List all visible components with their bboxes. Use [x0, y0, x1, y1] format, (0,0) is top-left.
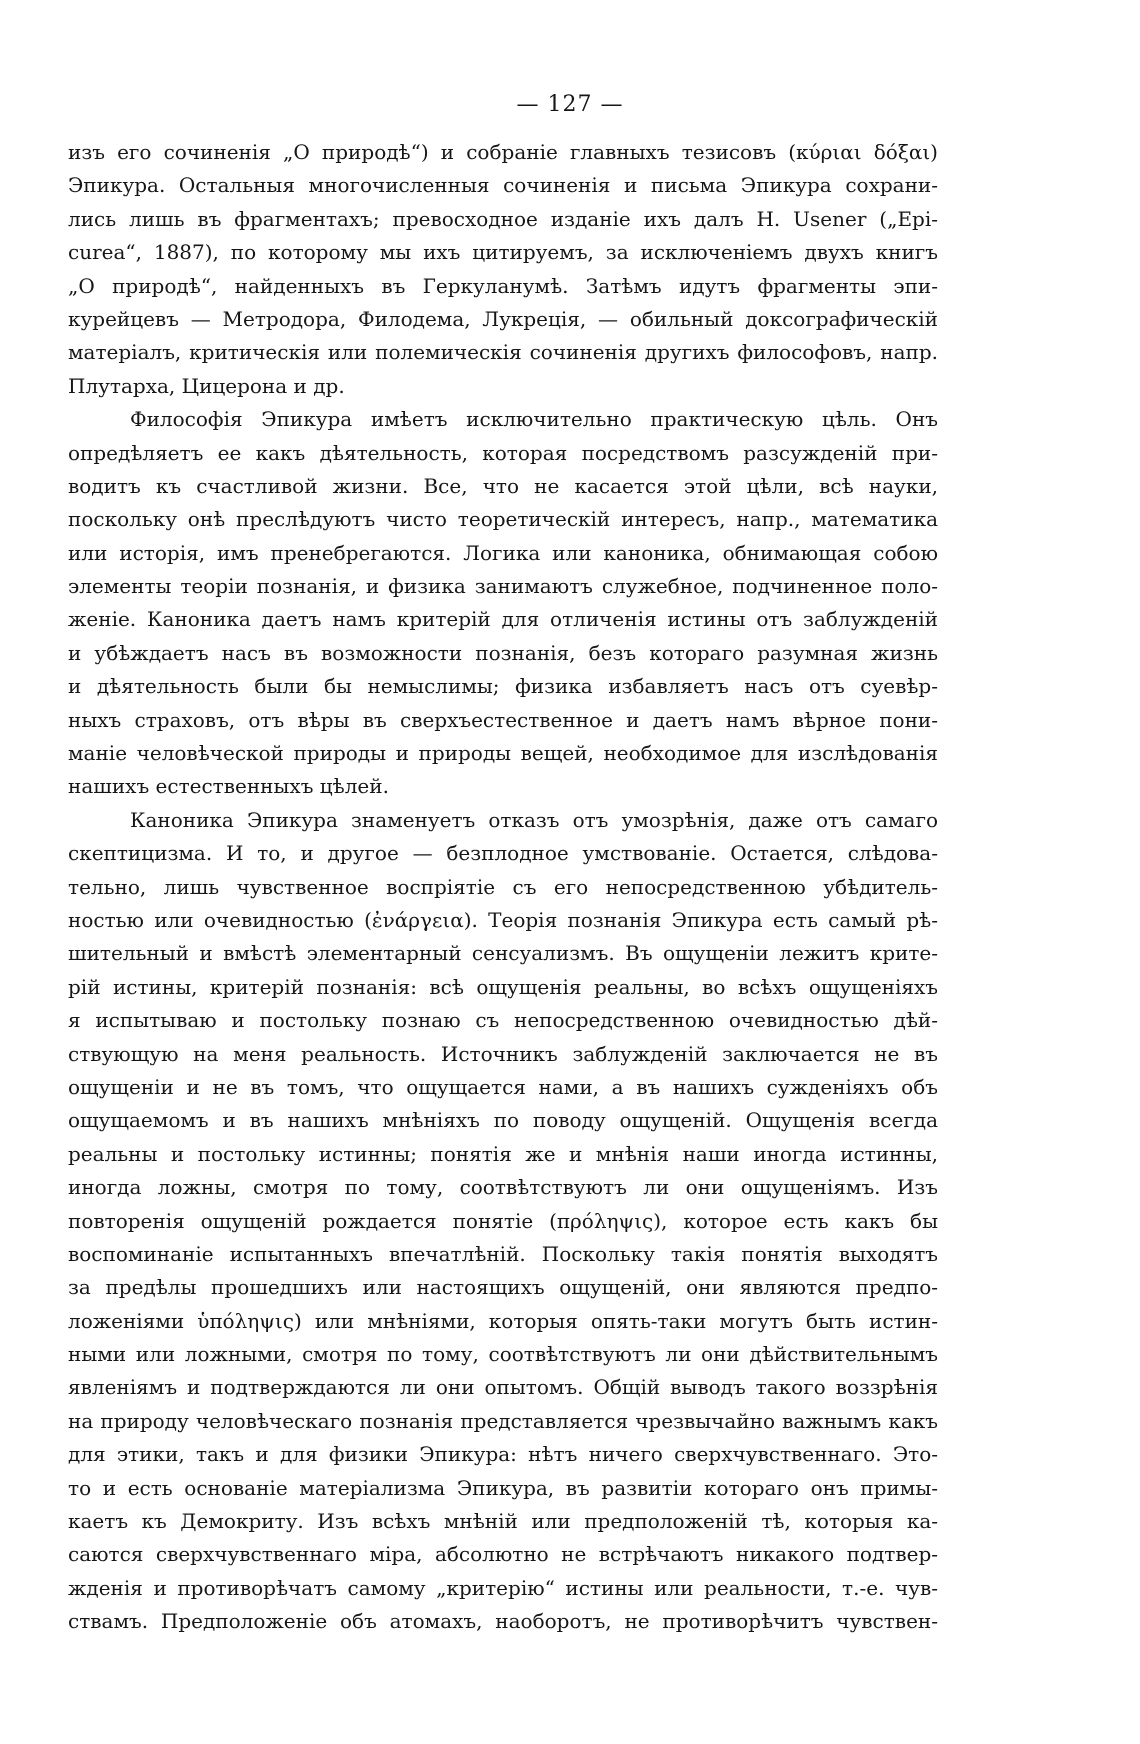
text-line: для этики, такъ и для физики Эпикура: нѣтъ ничего сверхчувственнаго. Это-: [68, 1442, 938, 1467]
text-line: Плутарха, Цицерона и др.: [68, 373, 345, 398]
text-line: саются сверхчувственнаго міра, абсолютно не встрѣчаютъ никакого подтвер-: [68, 1542, 938, 1567]
text-line: элементы теоріи познанія, и физика занимаютъ служебное, подчиненное поло-: [68, 574, 938, 599]
text-line: женіе. Каноника даетъ намъ критерій для отличенія истины отъ заблужденій: [68, 607, 938, 632]
text-line: опредѣляетъ ее какъ дѣятельность, которая посредствомъ разсужденій при-: [68, 440, 938, 465]
text-line: рій истины, критерій познанія: всѣ ощущенія реальны, во всѣхъ ощущеніяхъ: [68, 974, 938, 999]
text-line: каетъ къ Демокриту. Изъ всѣхъ мнѣній или предположеній тѣ, которыя ка-: [68, 1509, 938, 1534]
text-line: Философія Эпикура имѣетъ исключительно практическую цѣль. Онъ: [130, 407, 938, 432]
text-line: за предѣлы прошедшихъ или настоящихъ ощущеній, они являются предпо-: [68, 1275, 938, 1300]
text-line: Каноника Эпикура знаменуетъ отказъ отъ умозрѣнія, даже отъ самаго: [130, 807, 938, 832]
text-line: ностью или очевидностью (ἐνάργεια). Теорія познанія Эпикура есть самый рѣ-: [68, 907, 938, 932]
text-line: явленіямъ и подтверждаются ли они опытомъ. Общій выводъ такого воззрѣнія: [68, 1375, 938, 1400]
text-line: лись лишь въ фрагментахъ; превосходное изданіе ихъ далъ H. Usener („Epi-: [68, 206, 938, 231]
text-line: водитъ къ счастливой жизни. Все, что не касается этой цѣли, всѣ науки,: [68, 473, 938, 498]
text-line: и убѣждаетъ насъ въ возможности познанія, безъ котораго разумная жизнь: [68, 640, 938, 665]
text-line: или исторія, имъ пренебрегаются. Логика или каноника, обнимающая собою: [68, 540, 938, 565]
text-line: иногда ложны, смотря по тому, соотвѣтствуютъ ли они ощущеніямъ. Изъ: [68, 1175, 938, 1200]
text-line: ложеніями ὑπόληψις) или мнѣніями, которыя опять-таки могутъ быть истин-: [68, 1308, 938, 1333]
text-line: нашихъ естественныхъ цѣлей.: [68, 774, 389, 799]
text-line: воспоминаніе испытанныхъ впечатлѣній. Поскольку такія понятія выходятъ: [68, 1241, 938, 1266]
text-line: маніе человѣческой природы и природы вещей, необходимое для изслѣдованія: [68, 741, 938, 766]
text-line: ными или ложными, смотря по тому, соотвѣтствуютъ ли они дѣйствительнымъ: [68, 1342, 938, 1367]
text-line: матеріалъ, критическія или полемическія сочиненія другихъ философовъ, напр.: [68, 340, 938, 365]
text-line: повторенія ощущеній рождается понятіе (πρόληψις), которое есть какъ бы: [68, 1208, 938, 1233]
text-line: на природу человѣческаго познанія представляется чрезвычайно важнымъ какъ: [68, 1408, 938, 1433]
text-line: курейцевъ — Метродора, Филодема, Лукреція, — обильный доксографическій: [68, 306, 938, 331]
text-line: и дѣятельность были бы немыслимы; физика избавляетъ насъ отъ суевѣр-: [68, 674, 938, 699]
text-line: ощущаемомъ и въ нашихъ мнѣніяхъ по поводу ощущеній. Ощущенія всегда: [68, 1108, 938, 1133]
text-line: ощущеніи и не въ томъ, что ощущается нами, а въ нашихъ сужденіяхъ объ: [68, 1074, 938, 1099]
text-line: ныхъ страховъ, отъ вѣры въ сверхъестественное и даетъ намъ вѣрное пони-: [68, 707, 938, 732]
text-line: Эпикура. Остальныя многочисленныя сочиненія и письма Эпикура сохрани-: [68, 173, 938, 198]
text-line: ствамъ. Предположеніе объ атомахъ, наоборотъ, не противорѣчитъ чувствен-: [68, 1609, 938, 1634]
text-line: реальны и постольку истинны; понятія же и мнѣнія наши иногда истинны,: [68, 1141, 938, 1166]
text-line: я испытываю и постольку познаю съ непосредственною очевидностью дѣй-: [68, 1008, 938, 1033]
body-text: [68, 136, 938, 1639]
text-line: то и есть основаніе матеріализма Эпикура, въ развитіи котораго онъ примы-: [68, 1475, 938, 1500]
text-line: ствующую на меня реальность. Источникъ заблужденій заключается не въ: [68, 1041, 938, 1066]
text-line: „О природѣ“, найденныхъ въ Геркуланумѣ. Затѣмъ идутъ фрагменты эпи-: [68, 273, 938, 298]
text-line: поскольку онѣ преслѣдуютъ чисто теоретическій интересъ, напр., математика: [68, 507, 938, 532]
text-line: изъ его сочиненія „О природѣ“) и собраніе главныхъ тезисовъ (κύριαι δόξαι): [68, 140, 938, 164]
text-line: скептицизма. И то, и другое — безплодное умствованіе. Остается, слѣдова-: [68, 841, 938, 866]
text-line: curea“, 1887), по которому мы ихъ цитируемъ, за исключеніемъ двухъ книгъ: [68, 240, 938, 265]
text-line: жденія и противорѣчатъ самому „критерію“ истины или реальности, т.-е. чув-: [68, 1575, 938, 1600]
text-line: тельно, лишь чувственное воспріятіе съ его непосредственною убѣдитель-: [68, 874, 938, 899]
text-line: шительный и вмѣстѣ элементарный сенсуализмъ. Въ ощущеніи лежитъ крите-: [68, 941, 938, 966]
page-number: — 127 —: [516, 92, 624, 117]
